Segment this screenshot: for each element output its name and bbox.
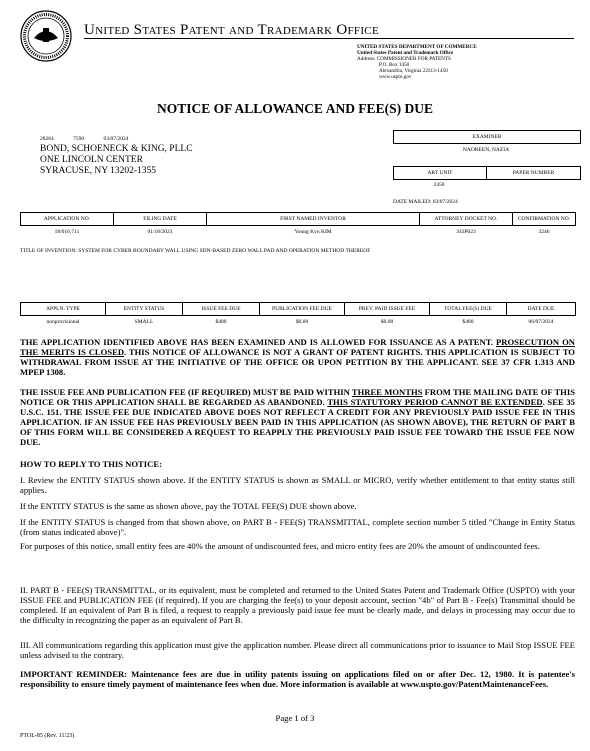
part-three-paragraph: III. All communications regarding this application must give the application number. Please direct all communications prior to issuance to Mail Stop ISSUE FEE unless advised to the contrary. — [20, 640, 575, 660]
table-row — [21, 316, 576, 329]
ref-date: 03/07/2024 — [103, 136, 129, 142]
paper-number-label: PAPER NUMBER — [486, 166, 581, 180]
table-header: DATE DUE — [507, 303, 576, 316]
table-cell: SMALL — [134, 319, 154, 325]
address-line: BOND, SCHOENECK & KING, PLLC — [40, 144, 193, 154]
address-line: SYRACUSE, NY 13202-1355 — [40, 166, 157, 176]
table-header: ISSUE FEE DUE — [183, 303, 260, 316]
table-header: PUBLICATION FEE DUE — [260, 303, 345, 316]
text-underlined: PROSECUTION ON THE MERITS IS CLOSED — [20, 337, 575, 357]
table-header: FILING DATE — [114, 213, 207, 226]
office-name: United States Patent and Trademark Office — [84, 22, 379, 38]
dept-line: www.uspto.gov — [379, 74, 412, 80]
text-underlined: THIS STATUTORY PERIOD CANNOT BE EXTENDED — [327, 397, 543, 407]
fee-table — [20, 302, 576, 328]
text-underlined: THREE MONTHS — [351, 387, 423, 397]
table-header: TOTAL FEE(S) DUE — [430, 303, 507, 316]
correspondence-address — [40, 144, 193, 177]
important-reminder: IMPORTANT REMINDER: Maintenance fees are due in utility patents issuing on applications filed on or after Dec. 12, 1980. It is patentee's responsibility to ensure timely payment of maintenance fees when due. More information is available at www.uspto.gov/PatentMaintenanceFees. — [20, 669, 575, 689]
table-cell: 343P023 — [456, 229, 476, 235]
table-header: ENTITY STATUS — [106, 303, 183, 316]
reference-line — [40, 136, 129, 142]
invention-title: TITLE OF INVENTION: SYSTEM FOR CYBER BOUNDARY WALL USING SDN-BASED ZERO WALL PAD AND OPERATION METHOD THEREOF — [20, 248, 371, 254]
table-header-row — [21, 303, 576, 316]
reply-item: If the ENTITY STATUS is the same as shown above, pay the TOTAL FEE(S) DUE shown above. — [20, 501, 357, 511]
text: . SEE 35 U.S.C. 151. THE ISSUE FEE DUE INDICATED ABOVE DOES NOT REFLECT A CREDIT FOR ANY PREVIOUSLY PAID ISSUE FEE IN THIS APPLICATION. IF AN ISSUE FEE HAS PREVIOUSLY BEEN PAID IN THIS APPLICATION (AS SHOWN ABOVE), THE RETURN OF PART B OF THIS FORM WILL BE CONSIDERED A REQUEST TO REAPPLY THE PREVIOUSLY PAID ISSUE FEE TOWARD THE ISSUE FEE NOW DUE. — [20, 397, 575, 447]
table-cell: 06/07/2024 — [528, 319, 554, 325]
application-table — [20, 212, 576, 238]
table-header: ATTORNEY DOCKET NO. — [420, 213, 513, 226]
art-unit-value: 2458 — [433, 182, 445, 188]
date-mailed: DATE MAILED: 03/07/2024 — [393, 199, 458, 205]
table-cell: $0.00 — [380, 319, 394, 325]
table-cell: $480 — [215, 319, 227, 325]
examiner-label: EXAMINER — [393, 130, 581, 144]
ref-code: 7590 — [73, 136, 85, 142]
table-header: PREV. PAID ISSUE FEE — [345, 303, 430, 316]
dept-line: Address: COMMISSIONER FOR PATENTS — [357, 56, 451, 62]
table-row — [21, 226, 576, 239]
examiner-name: NAOREEN, NAZIA — [462, 147, 510, 153]
text: . THIS NOTICE OF ALLOWANCE IS NOT A GRANT OF PATENT RIGHTS. THIS APPLICATION IS SUBJECT TO WITHDRAWAL FROM ISSUE AT THE INITIATIVE OF THE OFFICE OR UPON PETITION BY THE APPLICANT. SEE 37 CFR 1.313 AND MPEP 1308. — [20, 347, 575, 377]
table-cell: Young Kyu KIM — [294, 229, 332, 235]
form-number: PTOL-85 (Rev. 11/23) — [20, 733, 75, 739]
table-header: APPLN. TYPE — [21, 303, 106, 316]
reply-item: I. Review the ENTITY STATUS shown above. If the ENTITY STATUS is shown as SMALL or MICRO, verify whether entitlement to that entity status still applies. — [20, 475, 575, 495]
table-header-row — [21, 213, 576, 226]
dept-line: UNITED STATES DEPARTMENT OF COMMERCE — [357, 44, 477, 50]
text: FROM THE MAILING DATE OF THIS NOTICE OR THIS APPLICATION SHALL BE REGARDED AS ABANDONED. — [20, 387, 575, 407]
uspto-seal-icon — [20, 10, 72, 62]
address-line: ONE LINCOLN CENTER — [40, 155, 143, 165]
table-header: FIRST NAMED INVENTOR — [207, 213, 420, 226]
text: THE APPLICATION IDENTIFIED ABOVE HAS BEEN EXAMINED AND IS ALLOWED FOR ISSUANCE AS A PATENT. — [20, 337, 497, 347]
table-header: APPLICATION NO. — [21, 213, 114, 226]
allowance-paragraph — [20, 337, 575, 377]
art-unit-label: ART UNIT — [393, 166, 487, 180]
reply-item: For purposes of this notice, small entity fees are 40% the amount of undiscounted fees, and micro entity fees are 20% the amount of undiscounted fees. — [20, 541, 540, 551]
dept-line: P.O. Box 1450 — [379, 62, 410, 68]
how-to-reply-heading: HOW TO REPLY TO THIS NOTICE: — [20, 459, 162, 469]
fee-paragraph — [20, 387, 575, 447]
table-cell: $0.00 — [295, 319, 309, 325]
office-divider — [84, 38, 574, 39]
table-cell: $480 — [462, 319, 474, 325]
department-address — [357, 44, 557, 80]
page-number: Page 1 of 3 — [275, 713, 315, 723]
table-cell: 01/18/2023 — [147, 229, 173, 235]
table-header: CONFIRMATION NO. — [513, 213, 576, 226]
table-cell: 18/016,711 — [54, 229, 80, 235]
table-cell: nonprovisional — [46, 319, 80, 325]
dept-line: United States Patent and Trademark Office — [357, 50, 454, 56]
reply-item: If the ENTITY STATUS is changed from that shown above, on PART B - FEE(S) TRANSMITTAL, complete section number 5 titled "Change in Entity Status (from status indicated above)". — [20, 517, 575, 537]
ref-number: 28264 — [40, 136, 54, 142]
page-title: NOTICE OF ALLOWANCE AND FEE(S) DUE — [157, 101, 433, 116]
part-two-paragraph: II. PART B - FEE(S) TRANSMITTAL, or its equivalent, must be completed and returned to the United States Patent and Trademark Office (USPTO) with your ISSUE FEE and PUBLICATION FEE (if required). If you are charging the fee(s) to your deposit account, section "4b" of Part B - Fee(s) Transmittal should be completed. If an equivalent of Part B is filed, a request to reapply a previously paid issue fee must be clearly made, and delays in processing may occur due to the difficulty in recognizing the paper as an equivalent of Part B. — [20, 585, 575, 625]
table-cell: 3246 — [538, 229, 550, 235]
dept-line: Alexandria, Virginia 22313-1450 — [379, 68, 448, 74]
text: THE ISSUE FEE AND PUBLICATION FEE (IF REQUIRED) MUST BE PAID WITHIN — [20, 387, 352, 397]
